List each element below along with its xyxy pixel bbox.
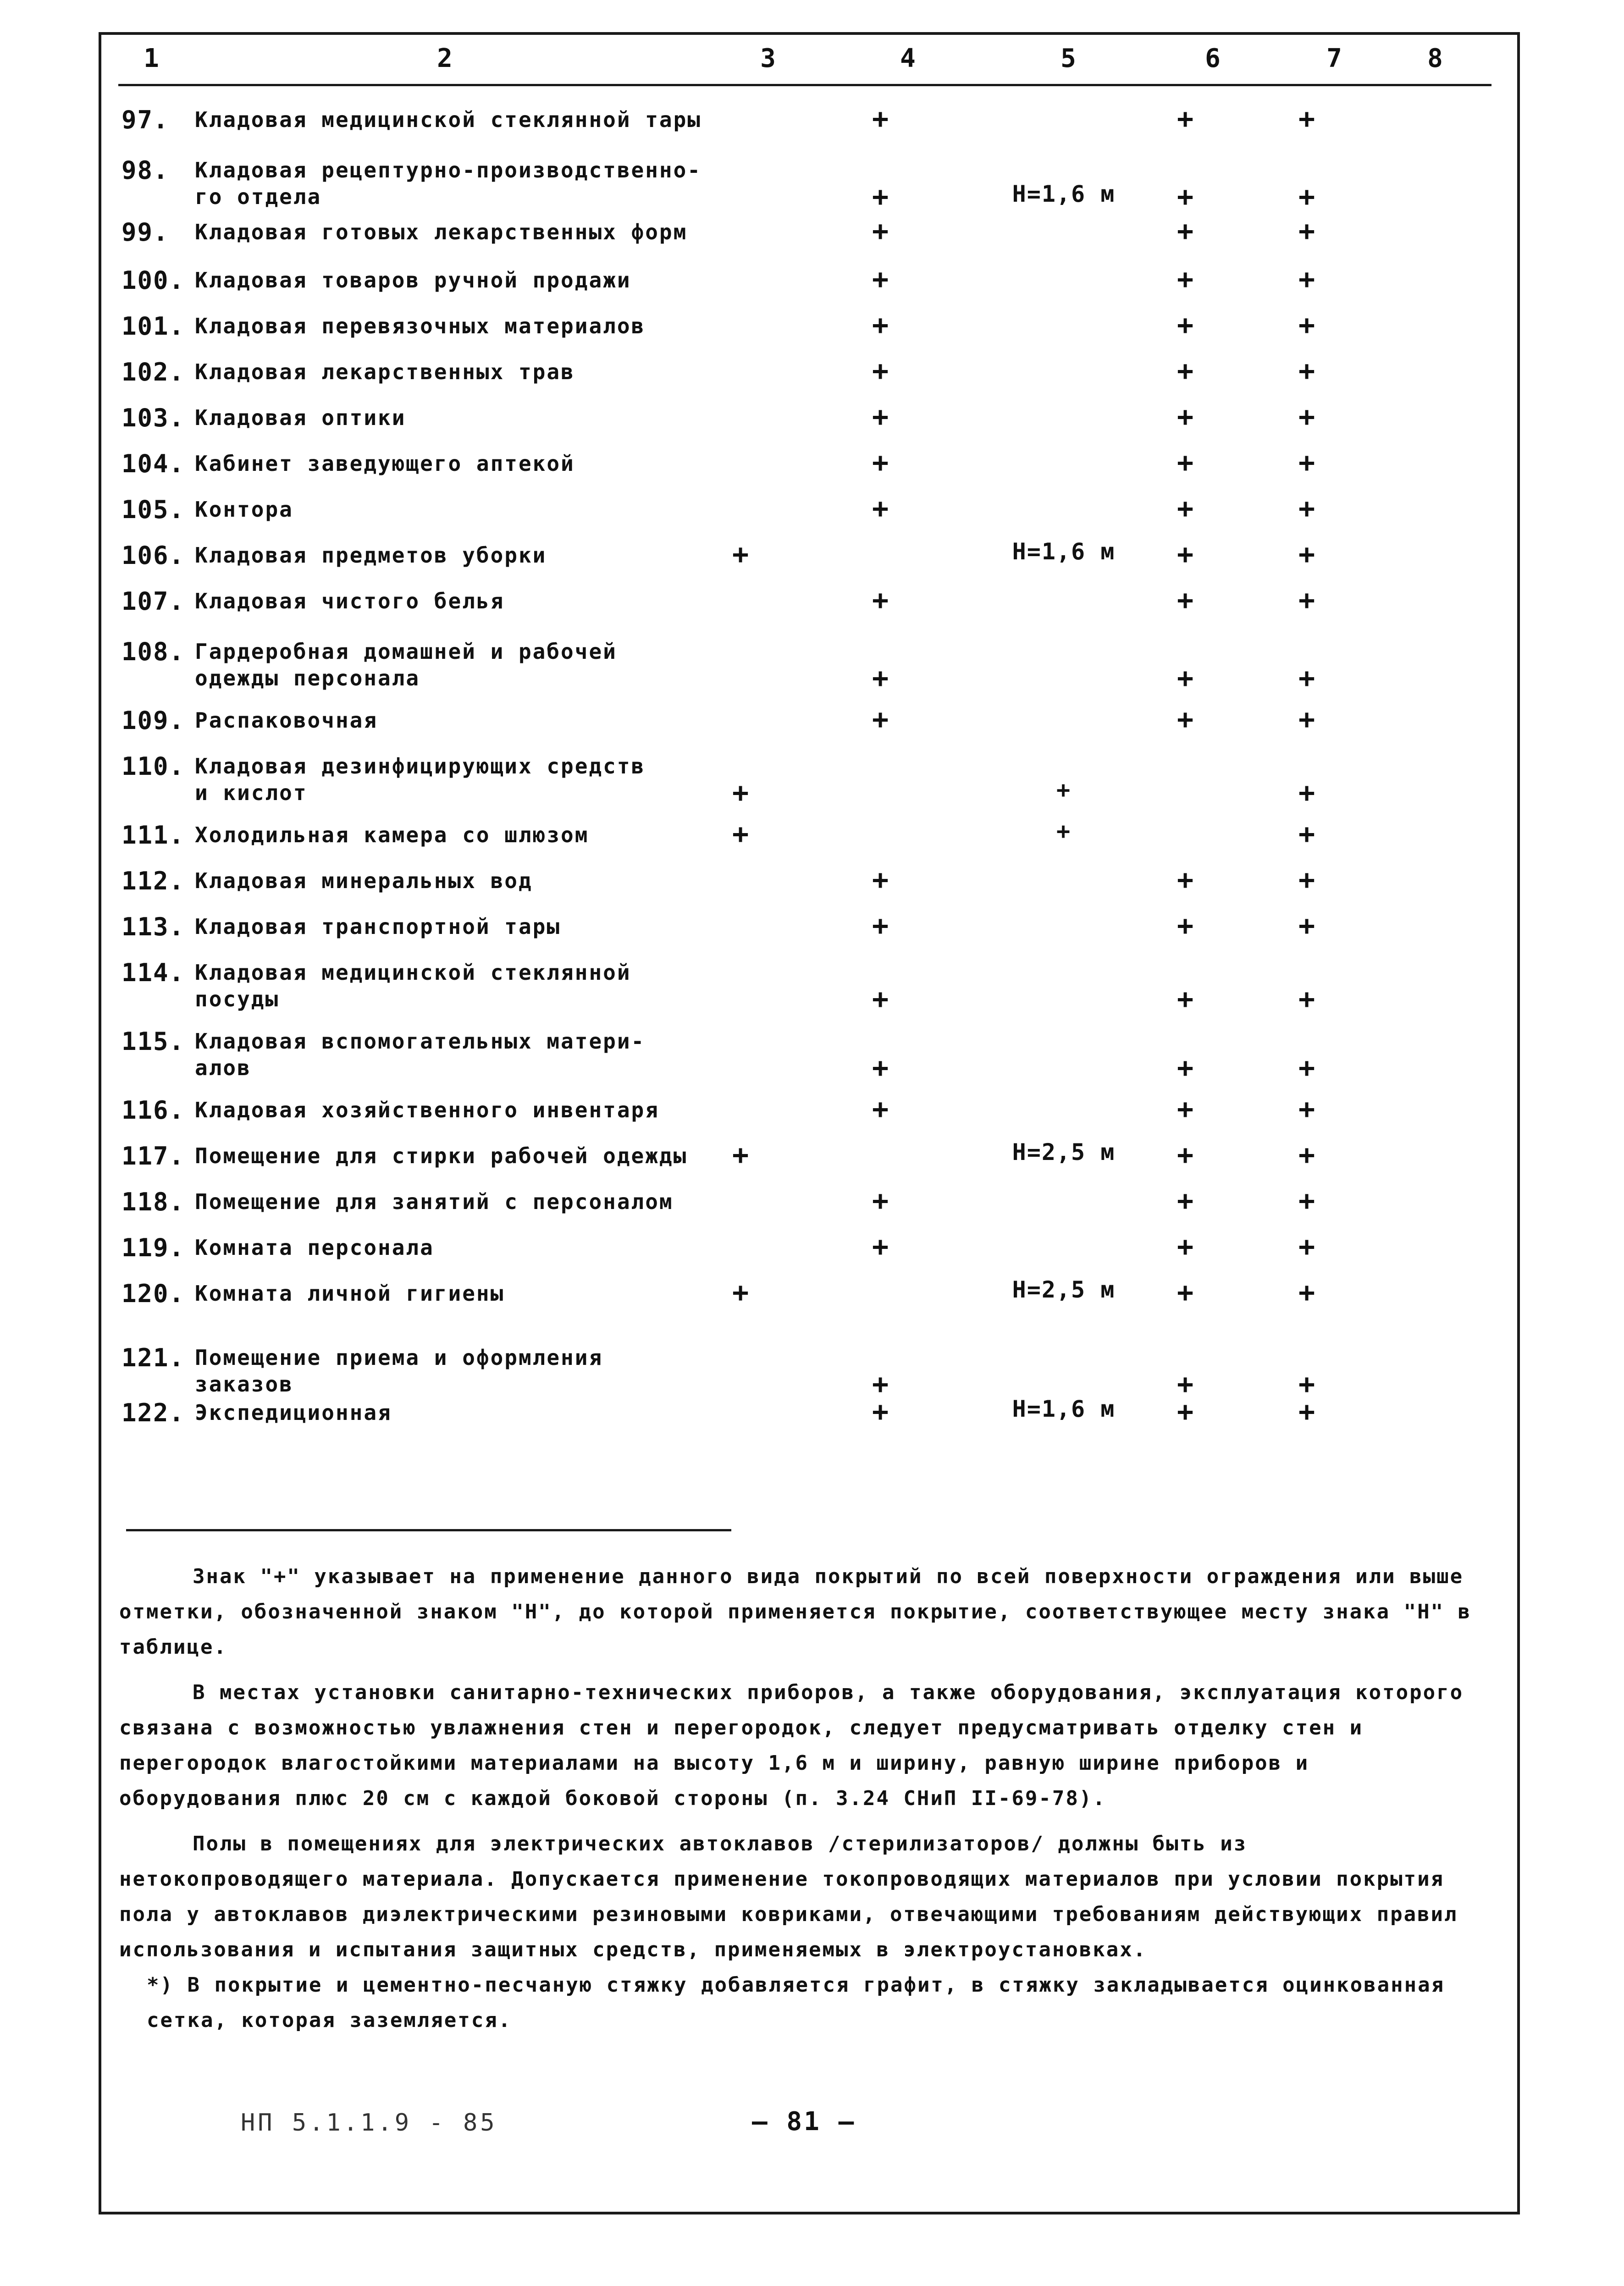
cell-col-7: + — [1298, 1396, 1315, 1428]
header-col-5: 5 — [1061, 44, 1076, 73]
room-name: Кладовая минеральных вод — [195, 868, 533, 893]
cell-col-7: + — [1298, 492, 1315, 525]
cell-col-4: + — [872, 584, 889, 616]
room-name: Гардеробная домашней и рабочей одежды персонала — [195, 639, 617, 690]
header-col-8: 8 — [1427, 44, 1443, 73]
cell-col-7: + — [1298, 355, 1315, 387]
page-number: — 81 — — [752, 2107, 856, 2137]
room-name: Кладовая дезинфицирующих средств и кислот — [195, 754, 646, 805]
cell-col-4: + — [872, 492, 889, 525]
cell-col-4: + — [872, 983, 889, 1015]
note-paragraph-1: Знак "+" указывает на применение данного вида покрытий по всей поверхности ограждения или выше отметки, обозначенной знаком "Н", до которой применяется покрытие, соответствующее месту знака "Н" в таблице. — [119, 1565, 1472, 1659]
cell-col-4: + — [872, 309, 889, 341]
cell-col-4: + — [872, 355, 889, 387]
cell-col-7: + — [1298, 1052, 1315, 1084]
room-name: Комната персонала — [195, 1235, 434, 1260]
row-number: 120. — [122, 1279, 185, 1308]
cell-col-4: + — [872, 1093, 889, 1125]
row-number: 108. — [122, 637, 185, 666]
table-header — [124, 44, 1499, 80]
room-name: Кладовая оптики — [195, 405, 406, 430]
room-name: Кладовая лекарственных трав — [195, 359, 575, 384]
row-number: 105. — [122, 495, 185, 524]
room-name: Кладовая рецептурно-производственно- го отдела — [195, 158, 702, 209]
header-col-6: 6 — [1205, 44, 1221, 73]
footnote-rule — [126, 1529, 731, 1531]
cell-col-4: + — [872, 662, 889, 694]
room-name: Помещение для занятий с персоналом — [195, 1189, 674, 1214]
cell-col-6: + — [1177, 447, 1194, 479]
room-name: Кладовая предметов уборки — [195, 543, 547, 568]
row-number: 122. — [122, 1398, 185, 1427]
cell-col-6: + — [1177, 983, 1194, 1015]
cell-col-6: + — [1177, 703, 1194, 735]
cell-col-4: + — [872, 1185, 889, 1217]
cell-col-5: Н=1,6 м — [1012, 1396, 1116, 1422]
cell-col-7: + — [1298, 864, 1315, 896]
cell-col-7: + — [1298, 309, 1315, 341]
row-number: 117. — [122, 1142, 185, 1171]
cell-col-5: + — [1056, 777, 1072, 803]
cell-col-7: + — [1298, 1093, 1315, 1125]
cell-col-6: + — [1177, 1276, 1194, 1309]
row-number: 107. — [122, 587, 185, 616]
room-name: Кладовая медицинской стеклянной посуды — [195, 960, 631, 1011]
row-number: 104. — [122, 449, 185, 478]
cell-col-3: + — [732, 1276, 749, 1309]
cell-col-4: + — [872, 263, 889, 295]
room-name: Кабинет заведующего аптекой — [195, 451, 575, 476]
row-number: 103. — [122, 403, 185, 432]
cell-col-6: + — [1177, 309, 1194, 341]
cell-col-4: + — [872, 103, 889, 135]
cell-col-7: + — [1298, 1231, 1315, 1263]
note-footnote: *) В покрытие и цементно-песчаную стяжку добавляется графит, в стяжку закладывается оцинкованная сетка, которая заземляется. — [147, 1973, 1445, 2032]
cell-col-6: + — [1177, 1139, 1194, 1171]
cell-col-6: + — [1177, 215, 1194, 247]
cell-col-5: Н=1,6 м — [1012, 181, 1116, 207]
document-code: НП 5.1.1.9 - 85 — [241, 2109, 497, 2137]
cell-col-4: + — [872, 1368, 889, 1400]
row-number: 119. — [122, 1233, 185, 1262]
note-paragraph-2: В местах установки санитарно-технических приборов, а также оборудования, эксплуатация которого связана с возможностью увлажнения стен и перегородок, следует предусматривать отделку стен и перегородок влагостойкими материалами на высоту 1,6 м и ширину, равную ширине приборов и оборудования плюс 20 см с каждой боковой стороны (п. 3.24 СНиП II-69-78). — [119, 1681, 1464, 1810]
cell-col-6: + — [1177, 910, 1194, 942]
row-number: 111. — [122, 821, 185, 850]
row-number: 99. — [122, 218, 169, 247]
room-name: Холодильная камера со шлюзом — [195, 823, 589, 847]
cell-col-4: + — [872, 910, 889, 942]
row-number: 121. — [122, 1343, 185, 1372]
header-col-3: 3 — [760, 44, 776, 73]
room-name: Кладовая перевязочных материалов — [195, 314, 646, 338]
room-name: Контора — [195, 497, 293, 522]
cell-col-7: + — [1298, 401, 1315, 433]
cell-col-5: Н=2,5 м — [1012, 1276, 1116, 1303]
cell-col-4: + — [872, 864, 889, 896]
cell-col-6: + — [1177, 401, 1194, 433]
room-name: Кладовая вспомогательных матери- алов — [195, 1029, 646, 1080]
row-number: 110. — [122, 752, 185, 781]
row-number: 109. — [122, 706, 185, 735]
cell-col-7: + — [1298, 181, 1315, 213]
cell-col-6: + — [1177, 662, 1194, 694]
cell-col-4: + — [872, 401, 889, 433]
cell-col-4: + — [872, 703, 889, 735]
room-name: Кладовая чистого белья — [195, 589, 505, 613]
cell-col-6: + — [1177, 864, 1194, 896]
room-name: Помещение приема и оформления заказов — [195, 1345, 603, 1397]
cell-col-6: + — [1177, 355, 1194, 387]
cell-col-7: + — [1298, 983, 1315, 1015]
cell-col-7: + — [1298, 703, 1315, 735]
room-name: Экспедиционная — [195, 1400, 392, 1425]
cell-col-6: + — [1177, 538, 1194, 570]
row-number: 106. — [122, 541, 185, 570]
cell-col-7: + — [1298, 215, 1315, 247]
cell-col-7: + — [1298, 910, 1315, 942]
room-name: Кладовая транспортной тары — [195, 914, 561, 939]
cell-col-7: + — [1298, 1276, 1315, 1309]
room-name: Помещение для стирки рабочей одежды — [195, 1143, 688, 1168]
cell-col-4: + — [872, 1396, 889, 1428]
cell-col-3: + — [732, 818, 749, 850]
row-number: 100. — [122, 266, 185, 295]
room-name: Кладовая медицинской стеклянной тары — [195, 107, 702, 132]
row-number: 115. — [122, 1027, 185, 1056]
cell-col-7: + — [1298, 103, 1315, 135]
row-number: 118. — [122, 1187, 185, 1216]
cell-col-5: Н=2,5 м — [1012, 1139, 1116, 1165]
cell-col-4: + — [872, 181, 889, 213]
cell-col-5: + — [1056, 818, 1072, 845]
cell-col-6: + — [1177, 1093, 1194, 1125]
cell-col-6: + — [1177, 1396, 1194, 1428]
room-name: Кладовая хозяйственного инвентаря — [195, 1098, 659, 1122]
cell-col-7: + — [1298, 584, 1315, 616]
cell-col-7: + — [1298, 263, 1315, 295]
cell-col-6: + — [1177, 492, 1194, 525]
cell-col-7: + — [1298, 1139, 1315, 1171]
cell-col-7: + — [1298, 1368, 1315, 1400]
row-number: 112. — [122, 867, 185, 895]
cell-col-7: + — [1298, 818, 1315, 850]
header-col-7: 7 — [1326, 44, 1342, 73]
header-col-4: 4 — [900, 44, 916, 73]
header-rule — [118, 84, 1491, 86]
cell-col-3: + — [732, 1139, 749, 1171]
notes — [119, 1559, 1476, 2048]
cell-col-4: + — [872, 215, 889, 247]
cell-col-5: Н=1,6 м — [1012, 538, 1116, 565]
header-col-1: 1 — [144, 44, 159, 73]
cell-col-3: + — [732, 538, 749, 570]
room-name: Кладовая товаров ручной продажи — [195, 268, 631, 293]
cell-col-4: + — [872, 1052, 889, 1084]
cell-col-6: + — [1177, 103, 1194, 135]
room-name: Распаковочная — [195, 708, 378, 733]
cell-col-4: + — [872, 447, 889, 479]
row-number: 102. — [122, 358, 185, 387]
cell-col-6: + — [1177, 1368, 1194, 1400]
cell-col-7: + — [1298, 662, 1315, 694]
cell-col-6: + — [1177, 1052, 1194, 1084]
row-number: 98. — [122, 156, 169, 185]
room-name: Комната личной гигиены — [195, 1281, 505, 1306]
cell-col-3: + — [732, 777, 749, 809]
row-number: 101. — [122, 312, 185, 341]
cell-col-7: + — [1298, 447, 1315, 479]
row-number: 113. — [122, 912, 185, 941]
cell-col-7: + — [1298, 1185, 1315, 1217]
note-paragraph-3: Полы в помещениях для электрических автоклавов /стерилизаторов/ должны быть из нетокопроводящего материала. Допускается применение токопроводящих материалов при условии покрытия пола у автоклавов диэлектрическими резиновыми ковриками, отвечающими требованиям действующих правил использования и испытания защитных средств, применяемых в электроустановках. — [119, 1832, 1458, 1961]
cell-col-6: + — [1177, 263, 1194, 295]
cell-col-6: + — [1177, 1185, 1194, 1217]
cell-col-7: + — [1298, 777, 1315, 809]
row-number: 97. — [122, 105, 169, 134]
row-number: 114. — [122, 958, 185, 987]
cell-col-4: + — [872, 1231, 889, 1263]
row-number: 116. — [122, 1096, 185, 1125]
cell-col-6: + — [1177, 584, 1194, 616]
cell-col-6: + — [1177, 181, 1194, 213]
cell-col-7: + — [1298, 538, 1315, 570]
header-col-2: 2 — [437, 44, 453, 73]
room-name: Кладовая готовых лекарственных форм — [195, 220, 688, 244]
cell-col-6: + — [1177, 1231, 1194, 1263]
